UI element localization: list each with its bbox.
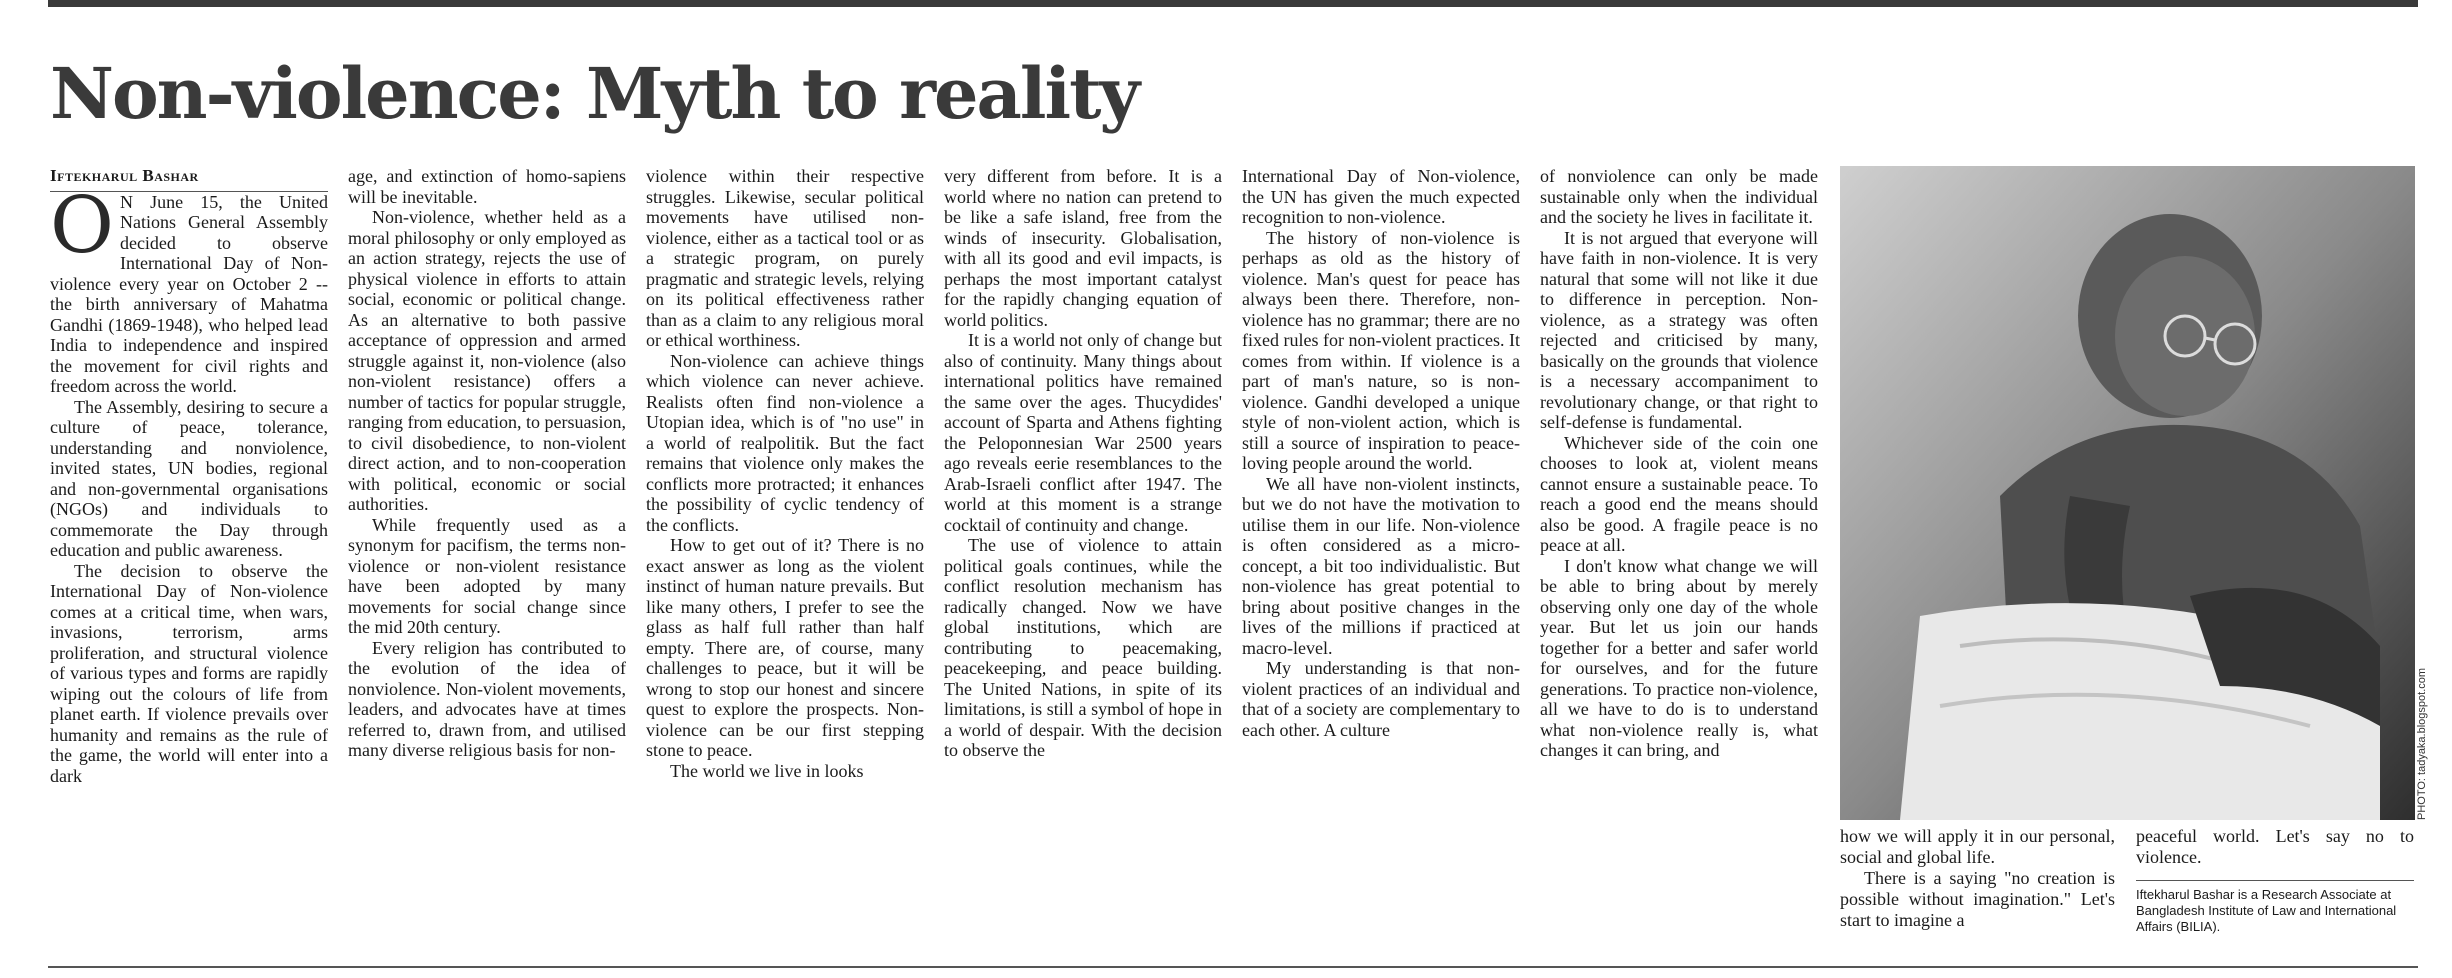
paragraph: While frequently used as a synonym for pacifism, the terms non-violence or non-violent resistance have been adopted by many movements for social change since the mid 20th century.: [348, 514, 626, 637]
paragraph: The use of violence to attain political goals continues, while the conflict resolution mechanism has radically changed. Now we have global institutions, which are contributing to peacemaking, peacekeeping, and peace building. The United Nations, in spite of its limitations, is still a symbol of hope in a world of despair. With the decision to observe the: [944, 535, 1222, 760]
paragraph-text: N June 15, the United Nations General Assembly decided to observe International Day of Non-violence every year on October 2 -- the birth anniversary of Mahatma Gandhi (1869-1948), who helped lead India to independence and inspired the movement for civil rights and freedom across the world.: [50, 191, 328, 396]
article-column-4: [944, 166, 1222, 962]
paragraph: It is a world not only of change but also of continuity. Many things about international politics have remained the same over the ages. Thucydides' account of Sparta and Athens fighting the Peloponnesian War 2500 years ago reveals eerie resemblances to the Arab-Israeli conflict after 1947. The world at this moment is a strange cocktail of continuity and change.: [944, 330, 1222, 535]
paragraph: [50, 180, 328, 397]
paragraph: The history of non-violence is perhaps as old as the history of violence. Man's quest for peace has always been there. Therefore, non-violence has no grammar; there are no fixed rules for non-violent practices. It comes from within. If violence is a part of man's nature, so is non-violence. Gandhi developed a unique style of non-violent action, which is still a source of inspiration to peace-loving people around the world.: [1242, 227, 1520, 473]
paragraph: Every religion has contributed to the evolution of the idea of nonviolence. Non-violent movements, leaders, and advocates have at times referred to, drawn from, and utilised many diverse religious basis for non-: [348, 637, 626, 760]
bottom-rule: [48, 966, 2418, 968]
paragraph: The decision to observe the International Day of Non-violence comes at a critical time, when wars, invasions, terrorism, arms proliferation, and structural violence of various types and forms are rapidly wiping out the colours of life from planet earth. If violence prevails over humanity and remains as the rule of the game, the world will enter into a dark: [50, 560, 328, 786]
article-column-1: [50, 166, 328, 962]
paragraph: The Assembly, desiring to secure a culture of peace, tolerance, understanding and nonviolence, invited states, UN bodies, regional and non-governmental organisations (NGOs) and individuals to commemorate the Day through education and public awareness.: [50, 396, 328, 560]
paragraph: of nonviolence can only be made sustainable only when the individual and the society he lives in facilitate it.: [1540, 166, 1818, 227]
paragraph: Whichever side of the coin one chooses to look at, violent means cannot ensure a sustainable peace. To reach a good end the means should also be good. A fragile peace is no peace at all.: [1540, 432, 1818, 555]
article-column-5: [1242, 166, 1520, 962]
author-bio: Iftekharul Bashar is a Research Associate at Bangladesh Institute of Law and International Affairs (BILIA).: [2136, 880, 2414, 935]
article-column-2: [348, 166, 626, 962]
gandhi-photo-graphic: [1840, 166, 2415, 820]
paragraph: International Day of Non-violence, the UN has given the much expected recognition to non-violence.: [1242, 166, 1520, 227]
paragraph: It is not argued that everyone will have faith in non-violence. It is very natural that some will not like it due to difference in perception. Non-violence, as a strategy was often rejected and criticised by many, basically on the grounds that violence is a necessary accompaniment to revolutionary change, or that right to self-defense is fundamental.: [1540, 227, 1818, 432]
article-column-6: [1540, 166, 1818, 962]
headline: Non-violence: Myth to reality: [50, 52, 1139, 135]
paragraph: age, and extinction of homo-sapiens will be inevitable.: [348, 166, 626, 207]
paragraph: How to get out of it? There is no exact answer as long as the violent instinct of human nature prevails. But like many others, I prefer to see the glass as half full rather than half empty. There are, of course, many challenges to peace, but it will be wrong to stop our honest and sincere quest to explore the prospects. Non-violence can be our first stepping stone to peace.: [646, 535, 924, 760]
byline: Iftekharul Bashar: [50, 166, 328, 192]
paragraph: My understanding is that non-violent practices of an individual and that of a society are complementary to each other. A culture: [1242, 658, 1520, 740]
paragraph: how we will apply it in our personal, social and global life.: [1840, 826, 2115, 867]
paragraph: violence within their respective struggles. Likewise, secular political movements have utilised non-violence, either as a tactical tool or as a strategic program, on purely pragmatic and strategic levels, relying on its political effectiveness rather than as a claim to any religious moral or ethical worthiness.: [646, 166, 924, 350]
paragraph: I don't know what change we will be able to bring about by merely observing only one day of the whole year. But let us join our hands together for a better and safer world for ourselves, and for the future generations. To practice non-violence, all we have to do is to understand what non-violence really is, what changes it can bring, and: [1540, 555, 1818, 760]
paragraph: Non-violence can achieve things which violence can never achieve. Realists often find non-violence a Utopian idea, which is of "no use" in a world of realpolitik. But the fact remains that violence only makes the conflicts more protracted; it enhances the possibility of cyclic tendency of the conflicts.: [646, 350, 924, 535]
paragraph: There is a saying "no creation is possible without imagination." Let's start to imagine a: [1840, 868, 2115, 930]
paragraph: The world we live in looks: [670, 760, 864, 781]
article-column-8: [2136, 826, 2414, 935]
paragraph: peaceful world. Let's say no to violence.: [2136, 826, 2414, 867]
gandhi-photo: [1840, 166, 2415, 820]
article-column-3: [646, 166, 924, 962]
drop-cap: O: [50, 180, 114, 271]
photo-credit-text: PHOTO: tadyaka.blogspot.com: [2416, 667, 2428, 820]
paragraph: very different from before. It is a world where no nation can pretend to be like a safe island, free from the winds of insecurity. Globalisation, with all its good and evil impacts, is perhaps the most important catalyst for the rapidly changing equation of world politics.: [944, 166, 1222, 330]
top-rule: [48, 0, 2418, 7]
paragraph: Non-violence, whether held as a moral philosophy or only employed as an action strategy, rejects the use of physical violence in efforts to attain social, economic or political change. As an alternative to both passive acceptance of oppression and armed struggle against it, non-violence (also non-violent resistance) offers a number of tactics for popular struggle, ranging from education, to persuasion, to civil disobedience, to non-violent direct action, and to non-cooperation with political, economic or social authorities.: [348, 207, 626, 514]
paragraph: We all have non-violent instincts, but we do not have the motivation to utilise them in our life. Non-violence is often considered as a micro-concept, a bit too individualistic. But non-violence has great potential to bring about positive changes in the lives of the millions if practiced at macro-level.: [1242, 473, 1520, 658]
article-column-7: [1840, 826, 2115, 931]
